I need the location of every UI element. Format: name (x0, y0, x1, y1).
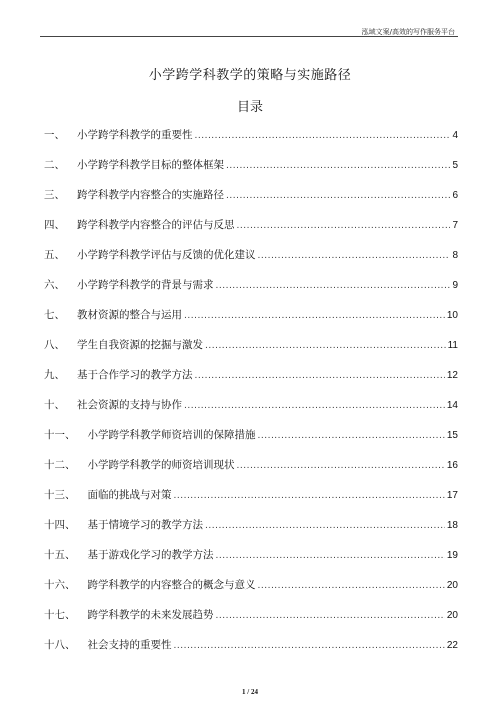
toc-entry-page: 6 (452, 190, 458, 201)
toc-dot-leader (174, 641, 445, 651)
toc-entry-page: 11 (447, 340, 458, 351)
toc-entry-number: 七、 (44, 309, 65, 321)
toc-entry[interactable] (44, 427, 458, 457)
toc-entry-number: 二、 (44, 159, 65, 171)
toc-entry-number: 十、 (44, 399, 65, 411)
toc-dot-leader (195, 371, 445, 381)
toc-dot-leader (258, 251, 451, 261)
toc-dot-leader (226, 191, 450, 201)
toc-dot-leader (237, 221, 451, 231)
toc-entry-number: 十七、 (44, 609, 76, 621)
toc-dot-leader (216, 551, 445, 561)
toc-dot-leader (216, 281, 451, 291)
toc-entry[interactable] (44, 127, 458, 157)
toc-dot-leader (205, 341, 446, 351)
toc-entry[interactable] (44, 577, 458, 607)
toc-entry[interactable] (44, 307, 458, 337)
toc-entry-page: 17 (446, 490, 458, 501)
toc-entry-number: 九、 (44, 369, 65, 381)
toc-entry-page: 12 (446, 370, 458, 381)
toc-dot-leader (205, 521, 445, 531)
toc-entry-page: 8 (452, 250, 458, 261)
toc-entry-label: 小学跨学科教学评估与反馈的优化建议 (77, 249, 256, 261)
toc-entry[interactable] (44, 277, 458, 307)
toc-entry[interactable] (44, 517, 458, 547)
toc-dot-leader (195, 131, 451, 141)
table-of-contents (44, 127, 458, 667)
toc-entry[interactable] (44, 337, 458, 367)
toc-entry-label: 基于合作学习的教学方法 (77, 369, 193, 381)
toc-entry[interactable] (44, 547, 458, 577)
toc-entry[interactable] (44, 367, 458, 397)
toc-entry-label: 社会支持的重要性 (87, 639, 172, 651)
toc-entry-label: 面临的挑战与对策 (87, 489, 172, 501)
toc-entry[interactable] (44, 457, 458, 487)
toc-entry-page: 10 (446, 310, 458, 321)
document-title: 小学跨学科教学的策略与实施路径 (148, 68, 352, 83)
toc-entry-label: 跨学科教学内容整合的评估与反思 (77, 219, 235, 231)
toc-entry-number: 十八、 (44, 639, 76, 651)
toc-entry-label: 小学跨学科教学的背景与需求 (77, 279, 214, 291)
toc-entry-page: 7 (452, 220, 458, 231)
toc-entry-label: 社会资源的支持与协作 (77, 399, 182, 411)
toc-entry-page: 16 (446, 460, 458, 471)
toc-entry-label: 跨学科教学的内容整合的概念与意义 (87, 579, 256, 591)
toc-entry[interactable] (44, 187, 458, 217)
page-indicator: 1 / 24 (242, 688, 258, 696)
toc-entry[interactable] (44, 397, 458, 427)
toc-entry-label: 小学跨学科教学的重要性 (77, 129, 193, 141)
toc-entry[interactable] (44, 637, 458, 667)
toc-entry-label: 基于游戏化学习的教学方法 (87, 549, 214, 561)
toc-entry[interactable] (44, 157, 458, 187)
toc-entry-label: 跨学科教学的未来发展趋势 (87, 609, 214, 621)
toc-entry-page: 22 (446, 640, 458, 651)
toc-dot-leader (184, 311, 445, 321)
toc-dot-leader (184, 401, 445, 411)
toc-entry-page: 20 (446, 580, 458, 591)
toc-dot-leader (174, 491, 445, 501)
toc-entry-number: 一、 (44, 129, 65, 141)
toc-entry-page: 18 (446, 520, 458, 531)
toc-entry-page: 20 (446, 610, 458, 621)
toc-dot-leader (258, 581, 445, 591)
toc-entry[interactable] (44, 487, 458, 517)
toc-dot-leader (216, 611, 445, 621)
toc-entry-number: 十三、 (44, 489, 76, 501)
toc-entry-number: 十二、 (44, 459, 76, 471)
toc-dot-leader (226, 161, 450, 171)
toc-entry-number: 十五、 (44, 549, 76, 561)
toc-entry-number: 六、 (44, 279, 65, 291)
toc-heading: 目录 (236, 100, 263, 115)
toc-entry-label: 小学跨学科教学的师资培训现状 (87, 459, 235, 471)
header-rule (40, 36, 458, 37)
toc-entry-number: 十一、 (44, 429, 76, 441)
toc-entry-label: 跨学科教学内容整合的实施路径 (77, 189, 224, 201)
toc-entry-number: 四、 (44, 219, 65, 231)
toc-entry-number: 三、 (44, 189, 65, 201)
toc-entry-label: 小学跨学科教学目标的整体框架 (77, 159, 224, 171)
toc-entry-number: 五、 (44, 249, 65, 261)
toc-entry-number: 十四、 (44, 519, 76, 531)
toc-entry[interactable] (44, 247, 458, 277)
toc-entry-number: 八、 (44, 339, 65, 351)
toc-entry-page: 4 (452, 130, 458, 141)
toc-entry-label: 小学跨学科教学师资培训的保障措施 (87, 429, 256, 441)
toc-entry-page: 14 (446, 400, 458, 411)
toc-entry-label: 学生自我资源的挖掘与激发 (77, 339, 203, 351)
toc-entry-page: 19 (446, 550, 458, 561)
header-text: 泓域文案/高效的写作服务平台 (361, 28, 455, 36)
toc-entry-label: 教材资源的整合与运用 (77, 309, 182, 321)
toc-dot-leader (237, 461, 445, 471)
toc-entry-number: 十六、 (44, 579, 76, 591)
toc-entry-page: 5 (452, 160, 458, 171)
toc-entry[interactable] (44, 607, 458, 637)
toc-entry-label: 基于情境学习的教学方法 (87, 519, 203, 531)
toc-entry[interactable] (44, 217, 458, 247)
toc-entry-page: 9 (452, 280, 458, 291)
toc-entry-page: 15 (446, 430, 458, 441)
toc-dot-leader (258, 431, 445, 441)
